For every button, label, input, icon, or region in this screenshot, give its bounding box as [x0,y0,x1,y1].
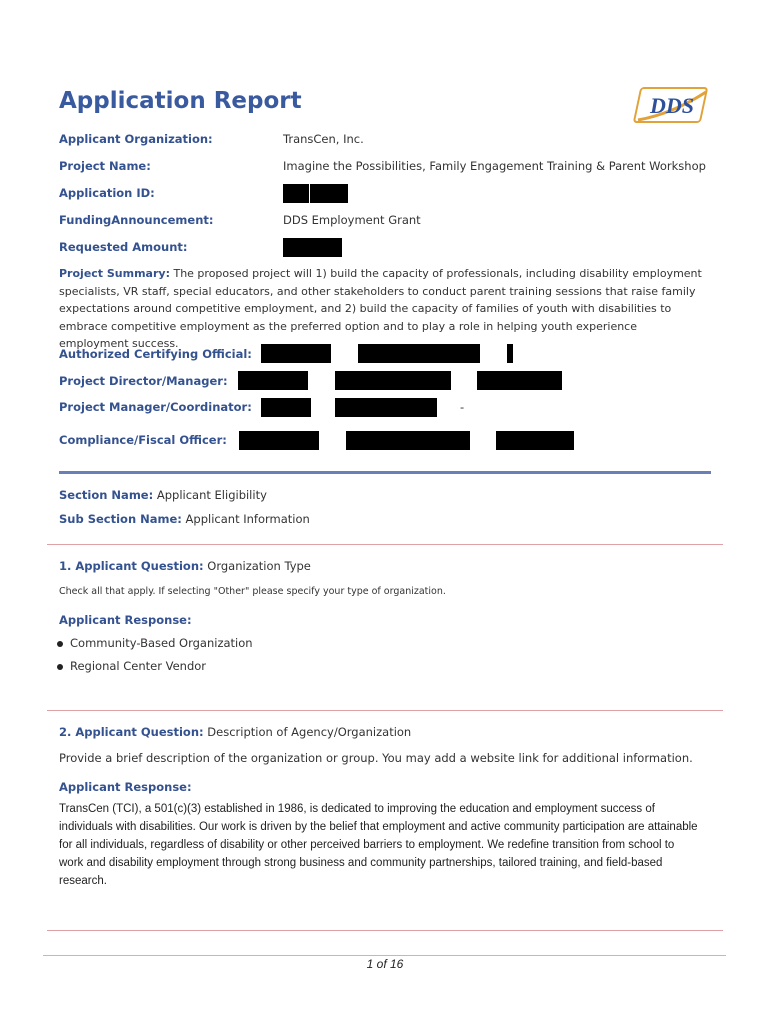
question-divider [47,710,723,711]
redaction-block [335,371,451,390]
funding-value: DDS Employment Grant [283,213,421,227]
response-1-label: Applicant Response: [59,613,192,627]
response-2-text: TransCen (TCI), a 501(c)(3) established in 1986, is dedicated to improving the education and employment success of individuals with disabilities. Our work is driven by the belief that employment and active community participation are attainable for all individuals, regardless of disability or other perceived barriers to employment. We redefine transition from school to work and disability employment through strong business and community partnerships, tailored training, and field-based research. [59,803,698,887]
list-item: Community-Based Organization [57,636,253,650]
redaction-block [283,238,342,257]
question-1-label: 1. Applicant Question: [59,559,204,573]
dds-logo [632,84,712,126]
summary-label: Project Summary: [59,267,170,280]
redaction-block [261,344,331,363]
org-label: Applicant Organization: [59,132,213,146]
question-1-value: Organization Type [203,559,311,573]
redaction-block [335,398,437,417]
redaction-block [507,344,513,363]
section-name [59,488,267,502]
question-1-hint: Check all that apply. If selecting "Other" please specify your type of organization. [59,586,446,597]
question-divider [47,544,723,545]
sub-section-label: Sub Section Name: [59,512,182,526]
question-2 [59,725,411,739]
section-name-label: Section Name: [59,488,154,502]
project-summary [59,265,709,353]
page-title: Application Report [59,88,302,114]
redaction-block [358,344,480,363]
redaction-block [477,371,562,390]
coordinator-dash: - [460,400,465,414]
sub-section-value: Applicant Information [181,512,310,526]
footer-divider [43,955,726,956]
redaction-block [283,184,309,203]
org-value: TransCen, Inc. [283,132,364,146]
question-2-hint: Provide a brief description of the organization or group. You may add a website link for additional information. [59,751,693,765]
question-2-label: 2. Applicant Question: [59,725,204,739]
redaction-block [238,371,308,390]
bullet-icon [57,641,63,647]
bullet-icon [57,664,63,670]
amount-label: Requested Amount: [59,240,188,254]
project-label: Project Name: [59,159,151,173]
list-item: Regional Center Vendor [57,659,206,673]
page-number: 1 of 16 [366,957,404,971]
question-divider [47,930,723,931]
redaction-block [496,431,574,450]
question-2-value: Description of Agency/Organization [203,725,412,739]
redaction-block [261,398,311,417]
fiscal-label: Compliance/Fiscal Officer: [59,433,227,447]
redaction-block [310,184,348,203]
section-name-value: Applicant Eligibility [153,488,267,502]
section-divider [59,471,711,474]
summary-text: The proposed project will 1) build the capacity of professionals, including disability employment specialists, VR staff, special educators, and other stakeholders to conduct parent training sessions that raise family expectations around competitive employment, and 2) build the capacity of families of youth with disabilities to embrace competitive employment as the preferred option and to play a role in helping youth experience employment success. [59,267,702,350]
project-value: Imagine the Possibilities, Family Engagement Training & Parent Workshop [283,159,706,173]
redaction-block [239,431,319,450]
redaction-block [346,431,470,450]
director-label: Project Director/Manager: [59,374,228,388]
response-2-label: Applicant Response: [59,780,192,794]
certifying-label: Authorized Certifying Official: [59,347,252,361]
sub-section-name [59,512,310,526]
funding-label: FundingAnnouncement: [59,213,214,227]
logo-text: DDS [649,93,695,118]
coordinator-label: Project Manager/Coordinator: [59,400,252,414]
question-1 [59,559,311,573]
app-id-label: Application ID: [59,186,155,200]
